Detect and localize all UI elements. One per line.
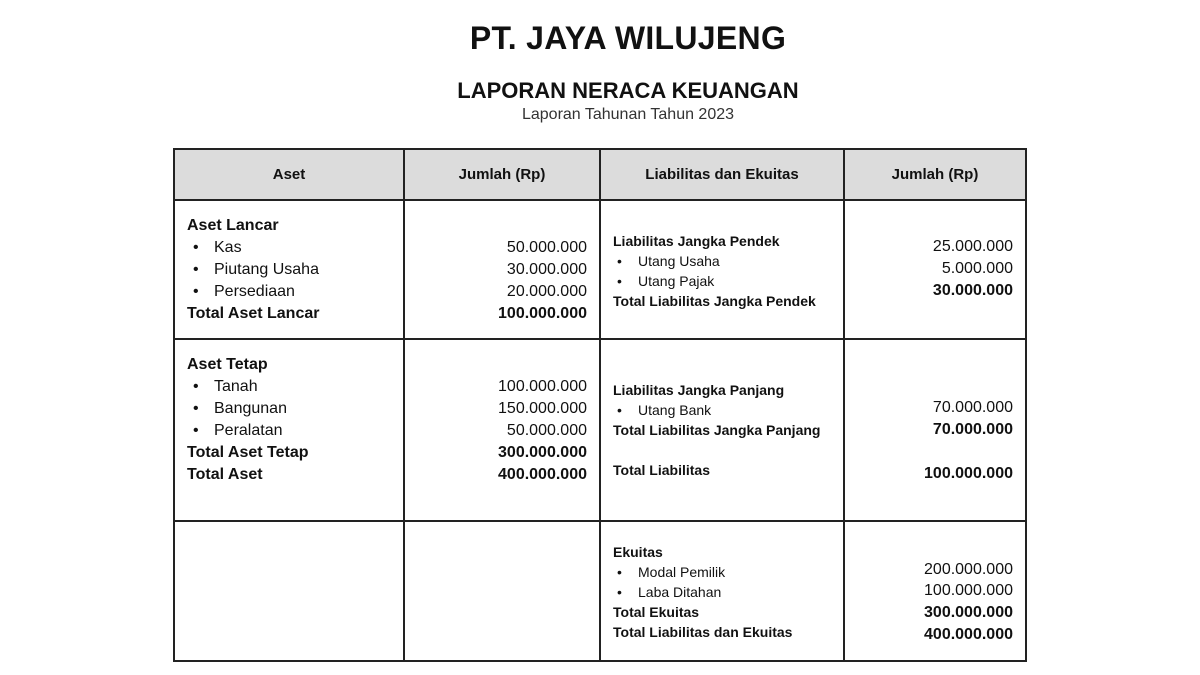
aset-lancar-amounts	[403, 199, 601, 340]
total-liab-panjang-label: Total Liabilitas Jangka Panjang	[613, 422, 821, 438]
liab-panjang-cell	[599, 338, 845, 522]
aset-tetap-cell	[173, 338, 405, 522]
amount-value: 5.000.000	[941, 260, 1013, 277]
list-item: • Modal Pemilik	[638, 562, 725, 582]
amount-value: 25.000.000	[932, 238, 1013, 255]
liab-panjang-amounts	[843, 338, 1027, 522]
aset-tetap-heading: Aset Tetap	[187, 356, 268, 373]
total-aset-tetap-label: Total Aset Tetap	[187, 444, 309, 461]
liab-pendek-heading: Liabilitas Jangka Pendek	[613, 233, 780, 249]
report-subtitle: Laporan Tahunan Tahun 2023	[521, 106, 735, 123]
empty-cell	[403, 520, 601, 662]
total-liab-pendek-value: 30.000.000	[932, 282, 1013, 299]
list-item: • Tanah	[214, 376, 258, 398]
list-item: • Utang Bank	[638, 400, 711, 420]
ekuitas-cell	[599, 520, 845, 662]
amount-value: 20.000.000	[506, 283, 587, 300]
liab-pendek-amounts	[843, 199, 1027, 340]
list-item: • Bangunan	[214, 398, 287, 420]
amount-value: 150.000.000	[498, 400, 587, 417]
list-item: • Utang Pajak	[638, 271, 714, 291]
total-liab-ekuitas-label: Total Liabilitas dan Ekuitas	[613, 624, 793, 640]
aset-tetap-amounts	[403, 338, 601, 522]
ekuitas-amounts	[843, 520, 1027, 662]
balance-sheet-table	[173, 148, 1027, 662]
list-item: • Utang Usaha	[638, 251, 720, 271]
header-jumlah-aset: Jumlah (Rp)	[403, 148, 601, 201]
list-item: • Peralatan	[214, 420, 283, 442]
empty-cell	[173, 520, 405, 662]
total-liabilitas-label: Total Liabilitas	[613, 462, 710, 478]
amount-value: 100.000.000	[498, 378, 587, 395]
amount-value: 100.000.000	[924, 582, 1013, 599]
liab-panjang-heading: Liabilitas Jangka Panjang	[613, 382, 785, 398]
aset-lancar-cell	[173, 199, 405, 340]
amount-value: 50.000.000	[506, 422, 587, 439]
total-aset-value: 400.000.000	[498, 466, 587, 483]
total-liab-panjang-value: 70.000.000	[932, 421, 1013, 438]
total-liab-pendek-label: Total Liabilitas Jangka Pendek	[613, 293, 816, 309]
company-name: PT. JAYA WILUJENG	[469, 20, 787, 56]
total-aset-lancar-label: Total Aset Lancar	[187, 305, 320, 322]
amount-value: 50.000.000	[506, 239, 587, 256]
total-aset-tetap-value: 300.000.000	[498, 444, 587, 461]
amount-value: 200.000.000	[924, 561, 1013, 578]
total-liab-ekuitas-value: 400.000.000	[924, 626, 1013, 643]
list-item: • Piutang Usaha	[214, 259, 319, 281]
total-liabilitas-value: 100.000.000	[924, 465, 1013, 482]
header-aset: Aset	[173, 148, 405, 201]
amount-value: 30.000.000	[506, 261, 587, 278]
total-ekuitas-value: 300.000.000	[924, 604, 1013, 621]
liab-pendek-cell	[599, 199, 845, 340]
list-item: • Kas	[214, 237, 242, 259]
header-jumlah-liabilitas: Jumlah (Rp)	[843, 148, 1027, 201]
ekuitas-heading: Ekuitas	[613, 544, 663, 560]
total-aset-lancar-value: 100.000.000	[498, 305, 587, 322]
total-aset-label: Total Aset	[187, 466, 263, 483]
list-item: • Persediaan	[214, 281, 295, 303]
total-ekuitas-label: Total Ekuitas	[613, 604, 700, 620]
list-item: • Laba Ditahan	[638, 582, 721, 602]
aset-lancar-heading: Aset Lancar	[187, 217, 279, 234]
report-title: LAPORAN NERACA KEUANGAN	[457, 78, 799, 103]
amount-value: 70.000.000	[932, 399, 1013, 416]
header-liabilitas-ekuitas: Liabilitas dan Ekuitas	[599, 148, 845, 201]
